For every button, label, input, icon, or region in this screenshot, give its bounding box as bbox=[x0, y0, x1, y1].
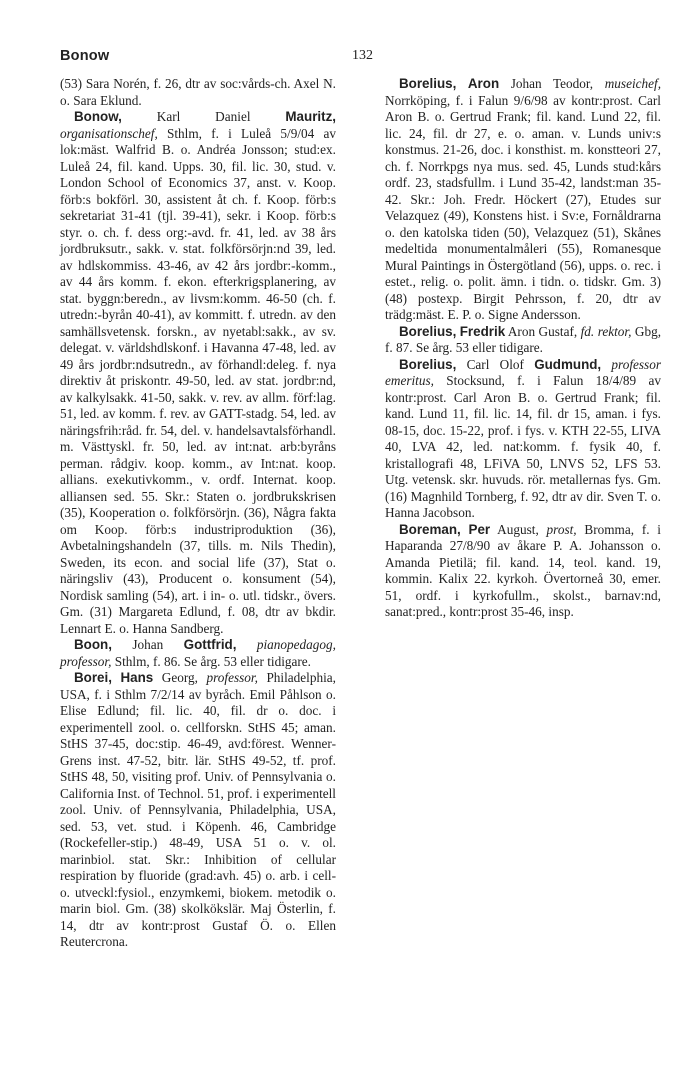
entry-borelius-aron bbox=[385, 76, 661, 324]
entry-given-names bbox=[456, 76, 468, 91]
entry-surname: Borelius, bbox=[399, 356, 457, 372]
page-header bbox=[60, 48, 665, 68]
right-column bbox=[385, 76, 661, 621]
entry-title: fd. rektor, bbox=[577, 323, 632, 339]
entry-borei bbox=[60, 670, 336, 951]
running-head: Bonow bbox=[60, 48, 110, 64]
page-number: 132 bbox=[352, 48, 373, 63]
entry-title: organisationschef, bbox=[60, 125, 158, 141]
entry-given-names-post: Georg, bbox=[153, 670, 198, 685]
entry-title: museichef, bbox=[593, 76, 662, 91]
entry-title: prost, bbox=[538, 521, 577, 537]
entry-text: Philadelphia, USA, f. i Sthlm 7/2/14 av byråch. Emil Påhlson o. Elise Edlund; fil. lic. 40, fil. dr o. doc. i experimentell zool. o. cellforskn. StHS 45; aman. StHS 37-45, doc:stip. 46-49, avd:förest. Wenner-Grens inst. 47-52, bitr. lär. StHS 49-52, tf. prof. StHS 48, 50, visiting prof. Univ. of Pennsylvania o. California Inst. of Technol. 51, prof. i experimentell zool. Univ. of Pennsylvania, Philadelphia, USA, sed. 53, vet. stud. i Köpenh. 46, Cambridge (Rockefeller-stip.) 48-49, USA 51 o. v. ol. marinbiol. stat. Skr.: Inhibition of cellular respiration by fluoride (grad:avh. 45) o. arb. i cell-o. utveckl:fysiol., enzymkemi, biokem. metodik o. marin biol. Gm. (38) skolkökslär. Maj Österlin, f. 14, dtr av kontr:prost Gustaf Ö. o. Ellen Reutercrona. bbox=[60, 670, 336, 949]
entry-surname: Borelius, bbox=[399, 323, 457, 339]
entry-given-names-post: August, bbox=[490, 521, 539, 537]
entry-boreman bbox=[385, 522, 661, 621]
entry-given-name-bold: Hans bbox=[120, 670, 154, 685]
entry-text: Gbg, f. 87. Se årg. 53 eller tidigare. bbox=[385, 323, 662, 355]
entry-text: Norrköping, f. i Falun 9/6/98 av kontr:prost. Carl Aron B. o. Gertrud Frank; fil. kand. Lund 22, fil. lic. 24, fil. dr 27, e. o. aman. v. Lunds univ:s konstmus. 21-26, doc. i konsthist. m. konstteori 27, ch. f. Norrkpgs nya mus. sed. 45, Lunds stud:kårs ordf. 23, stadsfullm. i Lund 35-42, landst:man 35-42. Skr.: Joh. Fredr. Höckert (27), Etudes sur Velazquez (49), Konstens hist. i Sv:e, Fornåldrarna o. den katolska tiden (50), Velazquez (51), Skånes medeltida monumentalmåleri (55), Romanesque Mural Paintings in Östergötland (56), upps. o. rec. i estet., relig. o. polit. ämn. i tidn. o. tidskr. Gm. 3) (48) postexp. Birgit Pehrsson, f. 20, dtr av trädg:mäst. E. P. o. Signe Andersson. bbox=[385, 92, 661, 322]
entry-given-names: Johan bbox=[111, 637, 184, 652]
entry-given-name-bold: Aron bbox=[467, 76, 500, 91]
entry-surname: Boon, bbox=[74, 637, 112, 652]
entry-text: Sthlm, f. 86. Se årg. 53 eller tidigare. bbox=[111, 653, 311, 669]
entry-surname: Borei, bbox=[74, 670, 112, 685]
entry-given-names: Karl Daniel bbox=[121, 109, 286, 124]
entry-borelius-fredrik bbox=[385, 324, 661, 357]
entry-boon bbox=[60, 637, 336, 670]
entry-surname: Bonow, bbox=[74, 109, 122, 124]
entry-continuation: (53) Sara Norén, f. 26, dtr av soc:vårds-ch. Axel N. o. Sara Eklund. bbox=[60, 76, 336, 108]
entry-given-names-post: Aron Gustaf, bbox=[505, 323, 578, 339]
entry-borelius-gudmund bbox=[385, 357, 661, 522]
entry-given-name-bold: Mauritz, bbox=[285, 109, 336, 124]
entry-title: pianopedagog, professor, bbox=[60, 637, 336, 669]
entry-given-name-bold: Per bbox=[468, 521, 491, 537]
entry-title: professor emeritus, bbox=[385, 356, 661, 388]
entry-surname: Borelius, bbox=[399, 76, 457, 91]
entry-given-names: Carl Olof bbox=[456, 356, 535, 372]
entry-given-names bbox=[461, 522, 469, 537]
entry-bonow bbox=[60, 109, 336, 637]
entry-given-name-bold: Gudmund, bbox=[534, 356, 602, 372]
entry-text: Sthlm, f. i Luleå 5/9/04 av lok:mäst. Walfrid B. o. Andréa Jonsson; stud:ex. Luleå 24, fil. kand. Upps. 30, fil. lic. 30, stud. v. London School of Economics 37, anst. v. Koop. förb:s bokförl. 30, assistent åt ch. f. Koop. förb:s sekretariat 31-41 (tjl. 39-41), sekr. i Koop. förb:s styr. o. ch. f. dess org:-avd. fr. 41, led. av 38 års jordbruksutr., sakk. v. stat. folkförsörjn:nd 39, led. av hdlskommiss. 43-46, av 42 års jordbr:-komm., av 44 års komm. f. ekon. efterkrigsplanering, av stat. byggn:beredn., av livsm:komm. 46-50 (ch. f. utredn:-byrån 40-41), av kommitt. f. utredn. av den samhällsvetensk. forskn., av nyetabl:sakk., av sv. delegat. v. världshdlskonf. i Havanna 47-48, led. av 49 års jordbr:ndsutredn., av förhandl:deleg. f. nya direktiv åt priskontr. 49-50, led. av stat. jordbr:nd, av kalkylsakk. 41-50, sakk. v. rev. av allm. förf:lag. 51, led. av komm. f. rev. av GATT-stadg. 54, led. av näringsfrih:råd. fr. 54, del. v. handelsavtalsförhandl. m. Västtyskl. fr. 50, led. av int:nat. arb:byråns perman. rådgiv. koop. komm., av Int:nat. koop. allians. exekutivkomm., v. ordf. Internat. koop. alliansen sed. 55. Skr.: Staten o. jordbrukskrisen (35), Kooperation o. folkförsörjn. (36), Några fakta om Koop. förb:s industriproduktion (36), Avbetalningshandeln (37, tills. m. Nils Thedin), Sweden, its econ. and social life (37), Stat o. näringsliv (43), Producent o. konsument (54), Nordisk samling (54), art. i in- o. utl. tidskr., övers. Gm. (31) Margareta Edlund, f. 08, dtr av bkdir. Lennart E. o. Hanna Sandberg. bbox=[60, 125, 336, 636]
left-column bbox=[60, 76, 336, 951]
entry-title: professor, bbox=[197, 670, 258, 685]
text-columns bbox=[60, 76, 665, 1071]
entry-given-name-bold: Gottfrid, bbox=[183, 637, 237, 652]
entry-text: Stocksund, f. i Falun 18/4/89 av kontr:prost. Carl Aron B. o. Gertrud Frank; fil. kand. Lund 11, fil. lic. 14, fil. dr 15, aman. i fys. 08-15, doc. 15-22, prof. i fys. v. KTH 22-55, LIVA 40, LVA 42, led. nat:komm. f. fysik 40, f. kristallografi 48, LFiVA 50, LNVS 52, LFS 53. Utg. vetensk. skr. huvuds. rör. metallernas fys. Gm. (16) Magnhild Tornberg, f. 92, dtr av dir. Sven T. o. Hanna Jacobson. bbox=[385, 373, 661, 520]
entry-given-name-bold: Fredrik bbox=[459, 323, 506, 339]
entry-given-names-post: Johan Teodor, bbox=[499, 76, 594, 91]
book-page bbox=[60, 0, 665, 1079]
entry-surname: Boreman, bbox=[399, 521, 461, 537]
entry-text: Bromma, f. i Haparanda 27/8/90 av åkare P. A. Johansson o. Amanda Pietilä; fil. kand. 14, teol. kand. 19, kommin. Kalix 22. kyrkoh. Övertorneå 30, emer. 51, ordf. i kyrkofullm., skolst., barnav:nd, sanat:pred., kontr:prost 35-46, insp. bbox=[385, 521, 661, 619]
